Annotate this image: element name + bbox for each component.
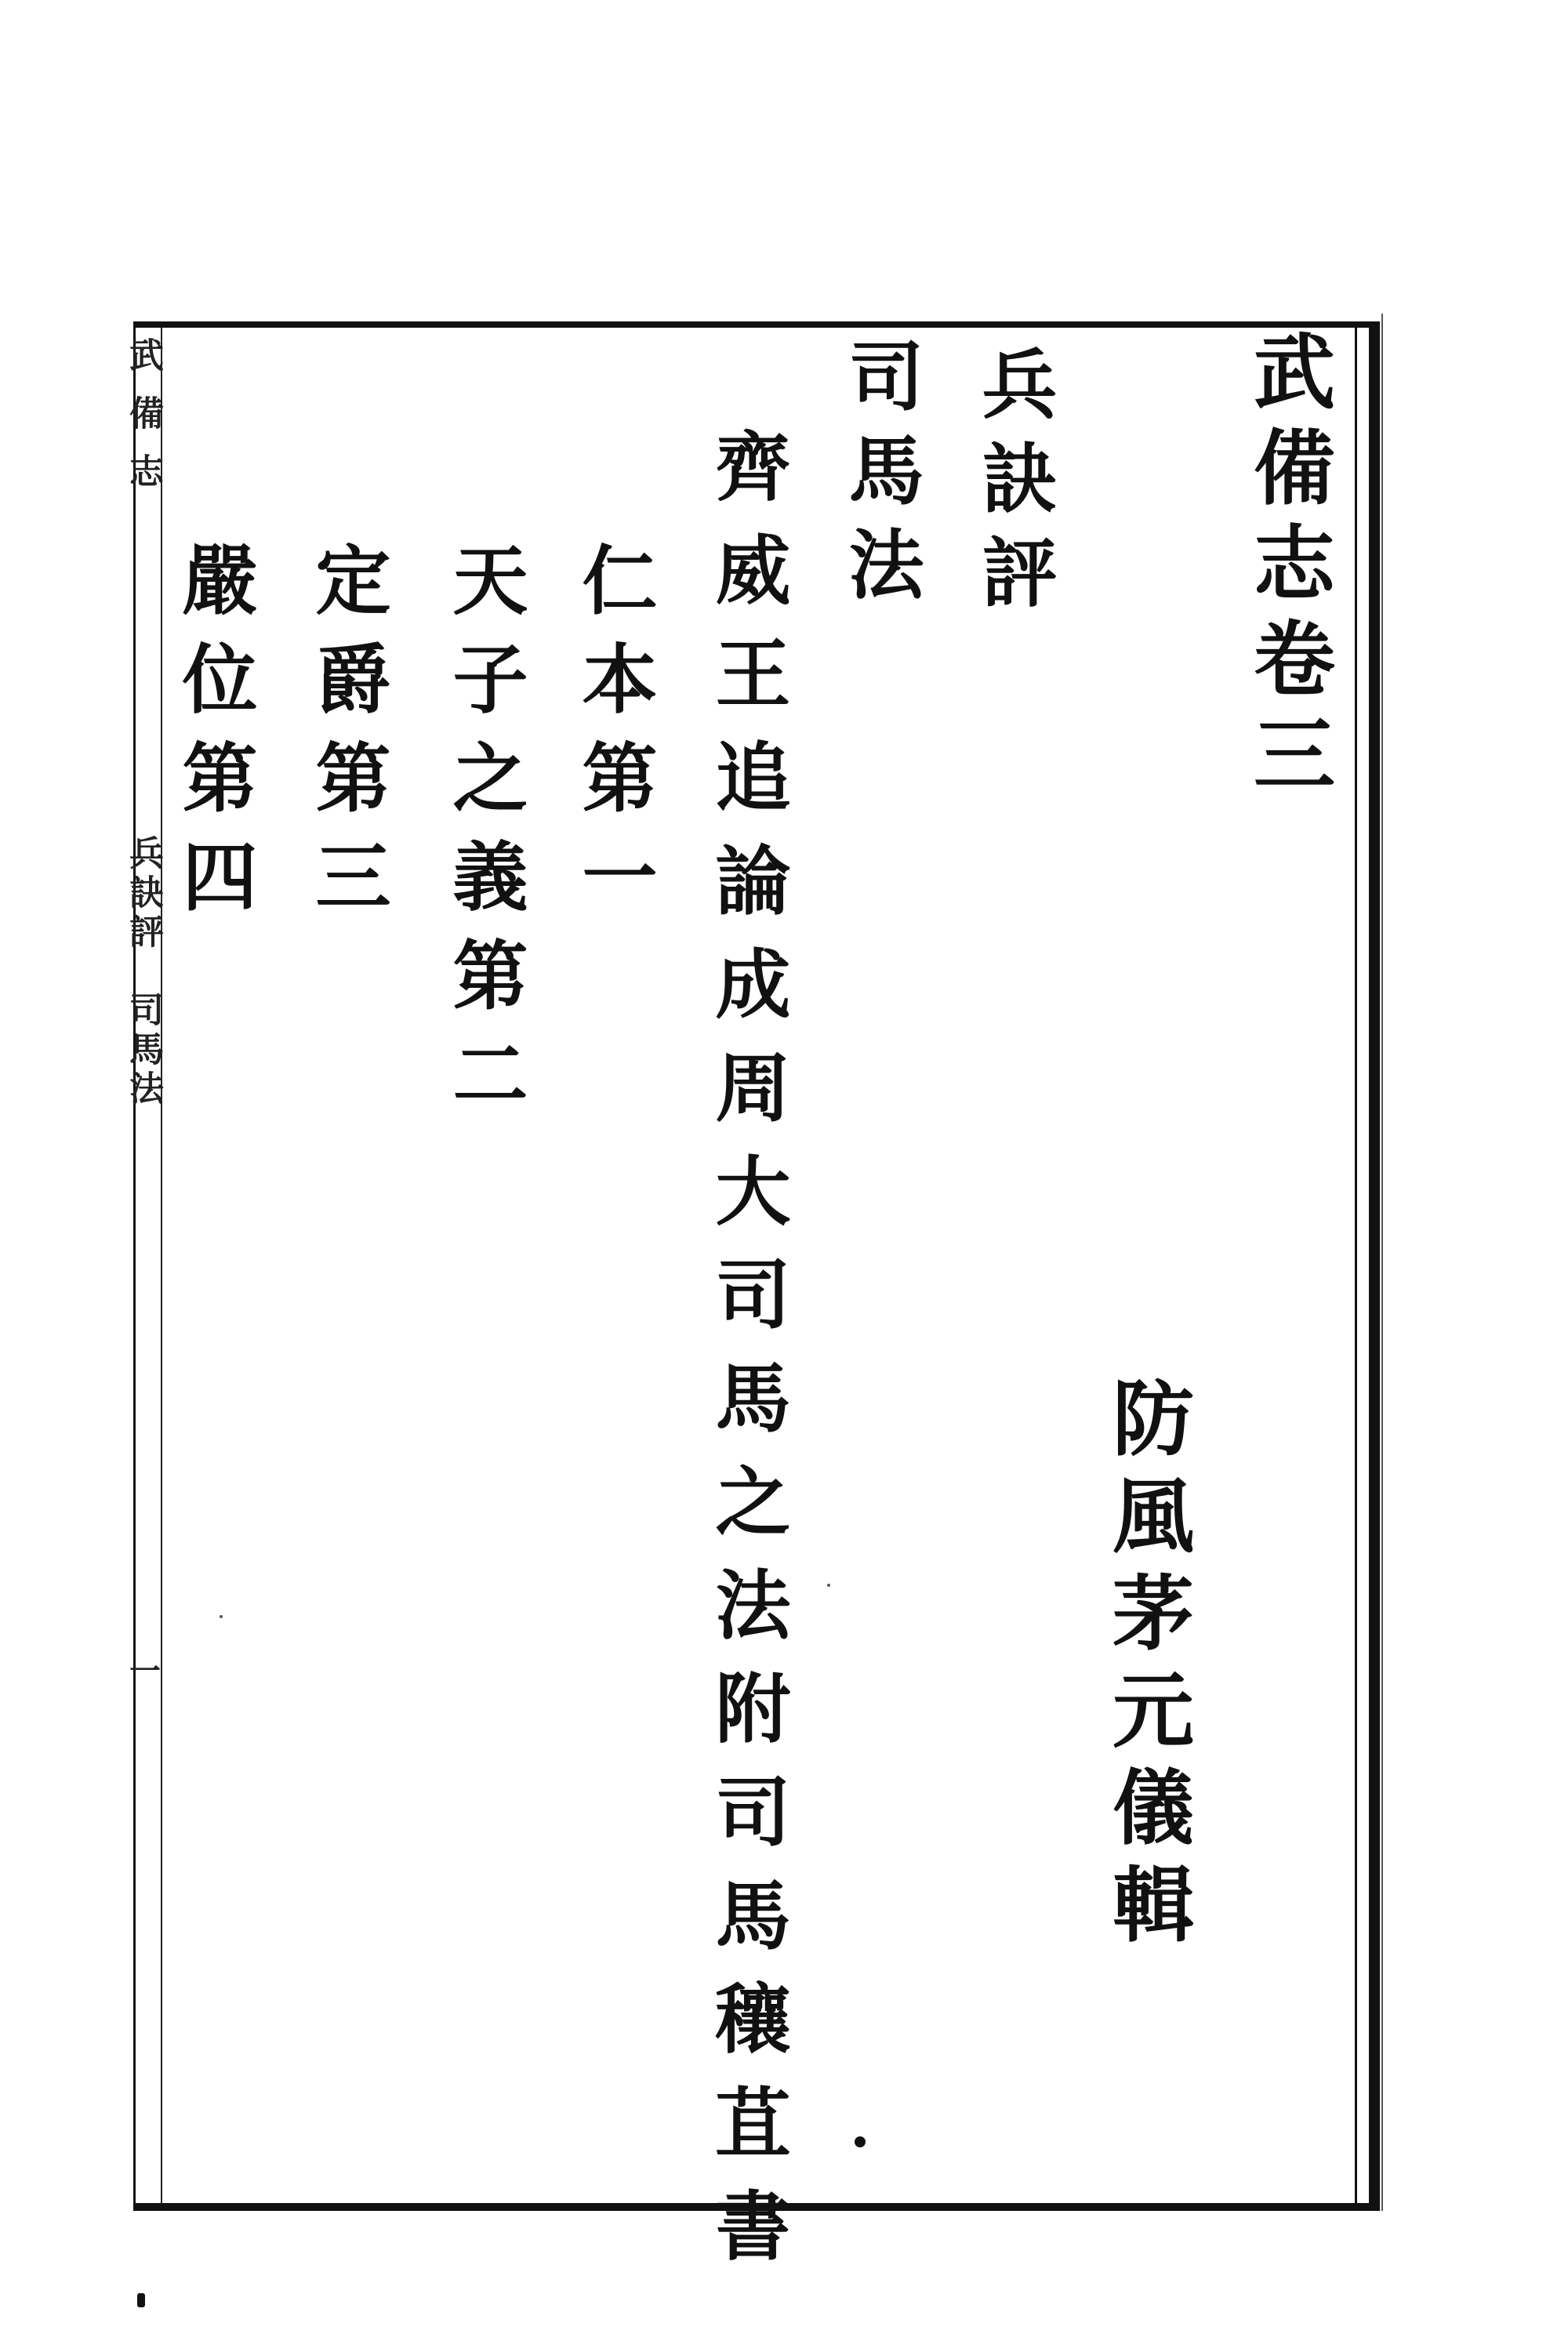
ink-speck — [827, 1584, 830, 1587]
ink-speck — [220, 1615, 223, 1618]
volume-title: 武備志卷三 — [1240, 329, 1336, 808]
chapter-item: 定爵第三 — [303, 541, 392, 936]
fold-line — [161, 328, 162, 2203]
frame-inner-rule — [1355, 328, 1357, 2203]
section-title-simafa: 司馬法 — [837, 337, 925, 619]
compiler-credit: 防風茅元儀輯 — [1098, 1376, 1195, 1959]
chapter-item: 嚴位第四 — [170, 541, 259, 936]
page-edge-line — [1381, 314, 1383, 2211]
ink-mark — [137, 2293, 145, 2307]
section-heading: 齊威王追論成周大司馬之法附司馬穰苴書 — [703, 427, 792, 2290]
ink-dot — [855, 2136, 866, 2147]
fold-page-number: 一 — [129, 1653, 161, 1690]
chapter-item: 仁本第一 — [570, 541, 659, 936]
section-title-bingjueping: 兵訣評 — [970, 345, 1058, 627]
chapter-item: 天子之義第二 — [441, 541, 529, 1134]
fold-title: 武備志 — [123, 337, 163, 511]
fold-section-text: 兵訣評 司馬法 — [123, 835, 163, 1109]
